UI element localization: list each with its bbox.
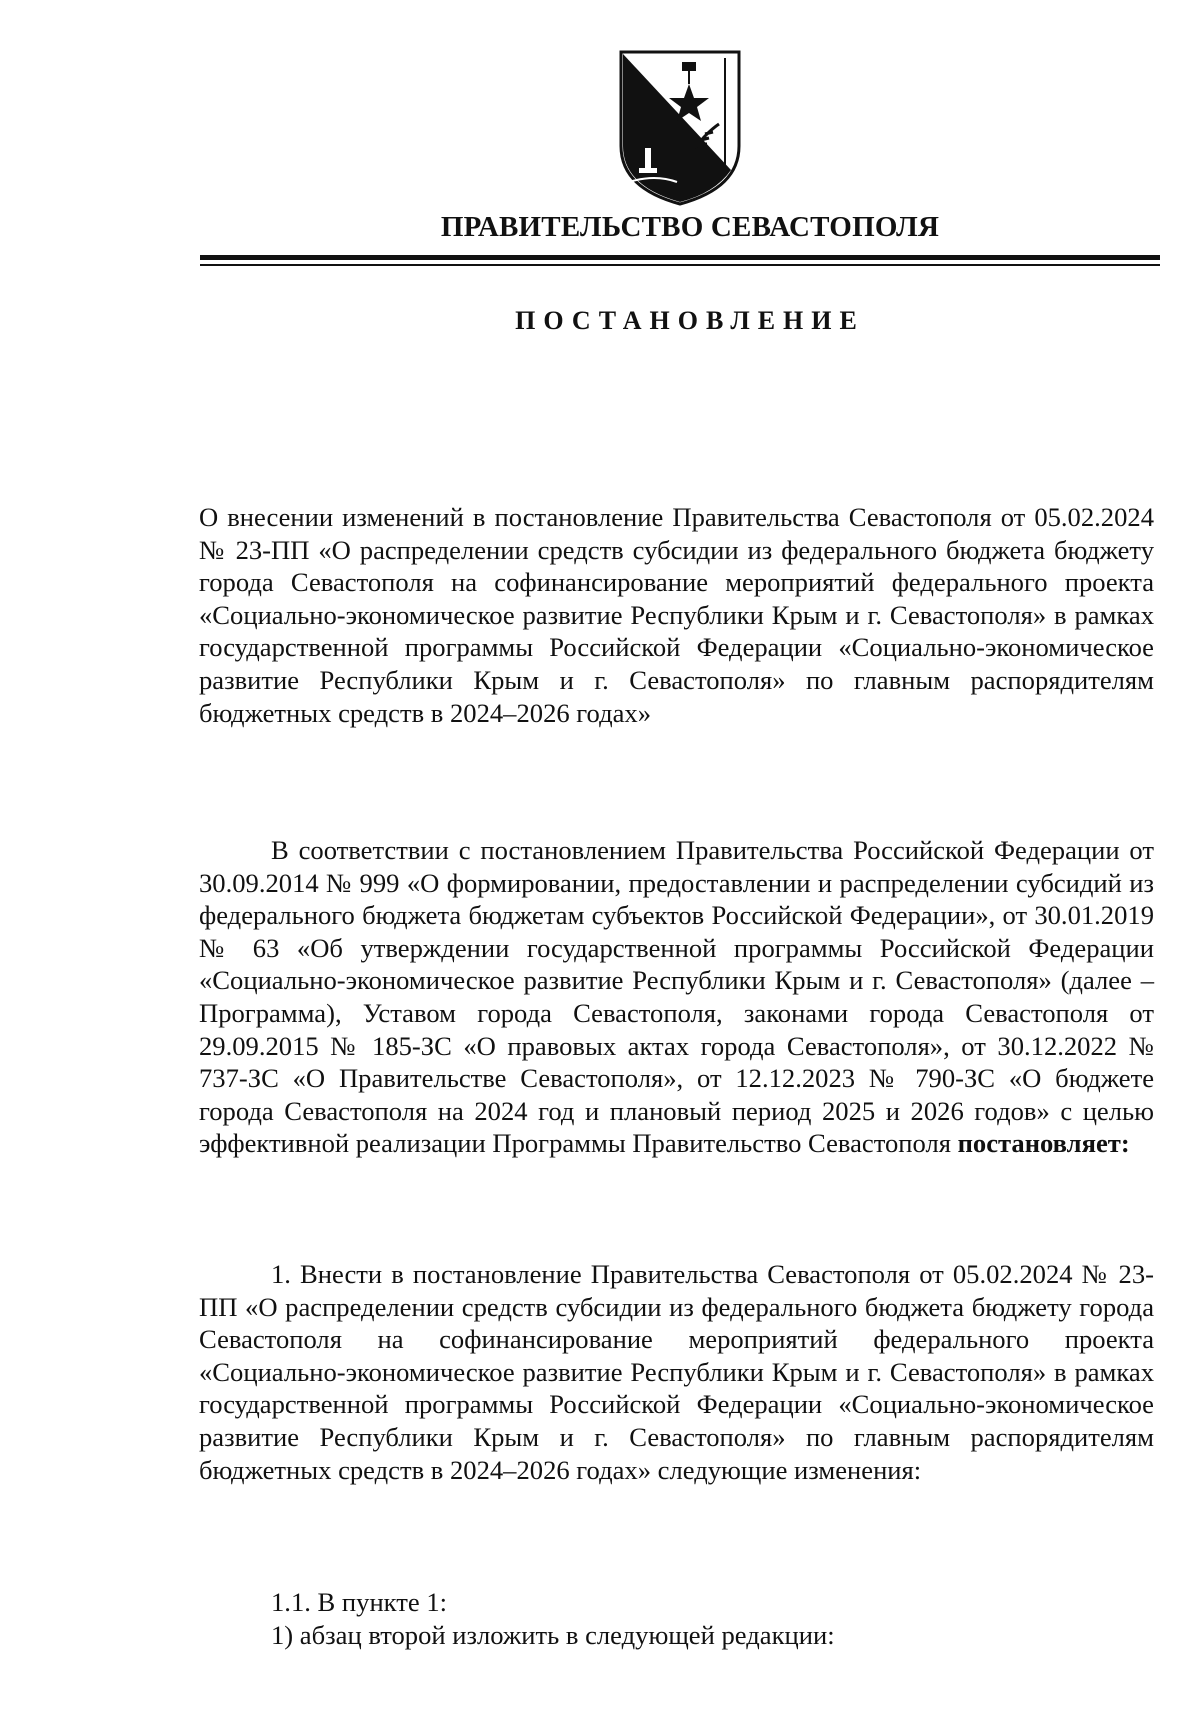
preamble-paragraph <box>199 834 1154 1160</box>
coat-of-arms-icon <box>615 48 745 206</box>
item-1-1-1: 1) абзац второй изложить в следующей редакции: <box>271 1620 835 1650</box>
document-subject: О внесении изменений в постановление Правительства Севастополя от 05.02.2024 № 23-ПП «О распределении средств субсидии из федерального бюджета бюджету города Севастополя на софинансирование мероприятий федерального проекта «Социально-экономическое развитие Республики Крым и г. Севастополя» в рамках государственной программы Российской Федерации «Социально-экономическое развитие Республики Крым и г. Севастополя» по главным распорядителям бюджетных средств в 2024–2026 годах» <box>199 502 1154 728</box>
item-1: 1. Внести в постановление Правительства Севастополя от 05.02.2024 № 23-ПП «О распределении средств субсидии из федерального бюджета бюджету города Севастополя на софинансирование мероприятий федерального проекта «Социально-экономическое развитие Республики Крым и г. Севастополя» в рамках государственной программы Российской Федерации «Социально-экономическое развитие Республики Крым и г. Севастополя» по главным распорядителям бюджетных средств в 2024–2026 годах» следующие изменения: <box>199 1259 1154 1485</box>
header-rule-thick <box>200 255 1160 260</box>
preamble-text: В соответствии с постановлением Правительства Российской Федерации от 30.09.2014 № 999 «О формировании, предоставлении и распределении субсидий из федерального бюджета бюджетам субъектов Российской Федерации», от 30.01.2019 № 63 «Об утверждении государственной программы Российской Федерации «Социально-экономическое развитие Республики Крым и г. Севастополя» (далее – Программа), Уставом города Севастополя, законами города Севастополя от 29.09.2015 № 185-ЗС «О правовых актах города Севастополя», от 30.12.2022 № 737-ЗС «О Правительстве Севастополя», от 12.12.2023 № 790-ЗС «О бюджете города Севастополя на 2024 год и плановый период 2025 и 2026 годов» с целью эффективной реализации Программы Правительство Севастополя <box>199 835 1154 1159</box>
government-title: ПРАВИТЕЛЬСТВО СЕВАСТОПОЛЯ <box>440 211 940 243</box>
item-1-1: 1.1. В пункте 1: <box>271 1587 448 1617</box>
document-type: ПОСТАНОВЛЕНИЕ <box>515 306 865 335</box>
header-rule-thin <box>200 264 1160 266</box>
decree-word: постановляет: <box>957 1128 1130 1159</box>
